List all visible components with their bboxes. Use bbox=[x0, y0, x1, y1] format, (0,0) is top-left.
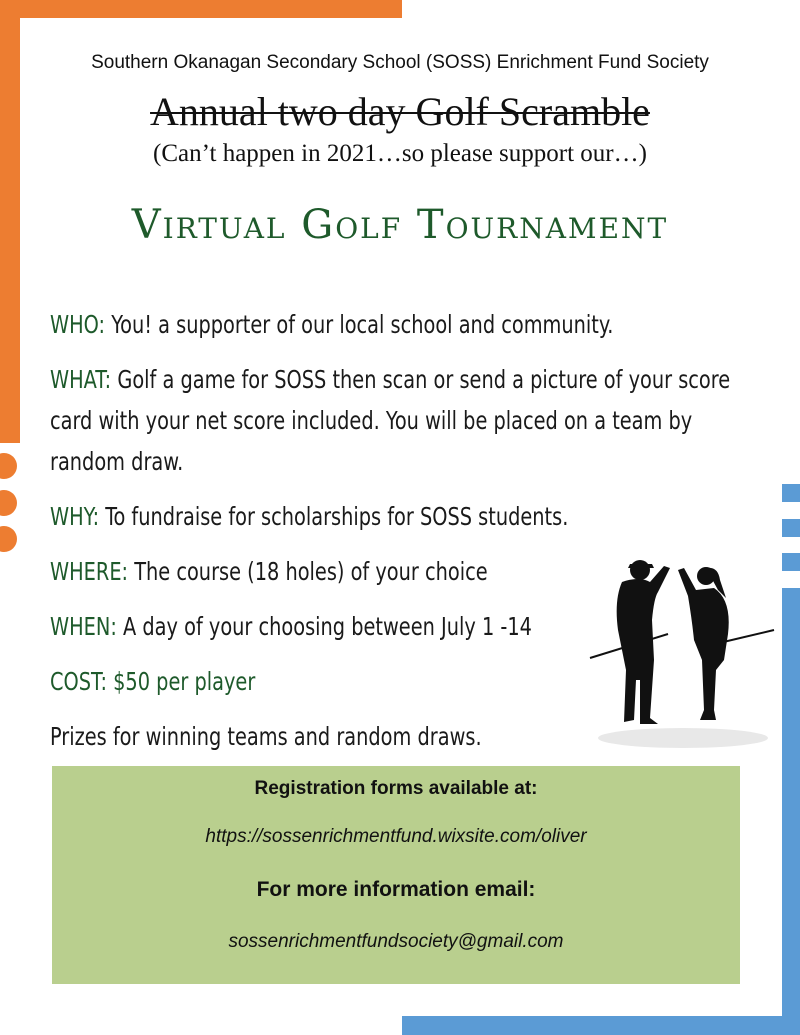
blue-square bbox=[782, 484, 800, 502]
orange-top-bar bbox=[0, 0, 402, 18]
why-line bbox=[50, 496, 755, 537]
orange-dot bbox=[0, 490, 17, 516]
info-heading: For more information email: bbox=[256, 878, 536, 901]
where-text: The course (18 holes) of your choice bbox=[128, 557, 488, 586]
event-title: Virtual Golf Tournament bbox=[131, 202, 669, 248]
subtitle: (Can’t happen in 2021…so please support our…) bbox=[153, 140, 647, 167]
orange-dot bbox=[0, 453, 17, 479]
cost-label: COST: bbox=[50, 667, 107, 696]
registration-heading: Registration forms available at: bbox=[254, 778, 538, 799]
registration-url-link[interactable]: https://sossenrichmentfund.wixsite.com/oliver bbox=[205, 826, 587, 847]
what-line bbox=[50, 359, 755, 482]
what-text: Golf a game for SOSS then scan or send a picture of your score card with your net score included. You will be placed on a team by random draw. bbox=[50, 365, 731, 476]
when-label: WHEN: bbox=[50, 612, 117, 641]
cancelled-event-title-text: Annual two day Golf Scramble bbox=[150, 89, 650, 134]
contact-email-link[interactable]: sossenrichmentfundsociety@gmail.com bbox=[228, 931, 564, 952]
cost-text: $50 per player bbox=[106, 667, 256, 696]
orange-dot bbox=[0, 526, 17, 552]
why-text: To fundraise for scholarships for SOSS students. bbox=[99, 502, 569, 531]
who-text: You! a supporter of our local school and community. bbox=[105, 310, 614, 339]
cancelled-event-title bbox=[0, 88, 800, 136]
why-label: WHY: bbox=[50, 502, 100, 531]
prizes-line: Prizes for winning teams and random draws. bbox=[50, 722, 482, 751]
blue-square bbox=[782, 519, 800, 537]
golfers-high-five-silhouette-icon bbox=[588, 560, 778, 755]
registration-box bbox=[52, 766, 740, 984]
what-label: WHAT: bbox=[50, 365, 112, 394]
blue-square bbox=[782, 553, 800, 571]
blue-right-bar bbox=[782, 588, 800, 1035]
where-label: WHERE: bbox=[50, 557, 129, 586]
when-text: A day of your choosing between July 1 -14 bbox=[116, 612, 532, 641]
organization-name: Southern Okanagan Secondary School (SOSS) Enrichment Fund Society bbox=[91, 52, 709, 73]
who-label: WHO: bbox=[50, 310, 106, 339]
blue-bottom-bar bbox=[402, 1016, 800, 1035]
who-line bbox=[50, 304, 755, 345]
